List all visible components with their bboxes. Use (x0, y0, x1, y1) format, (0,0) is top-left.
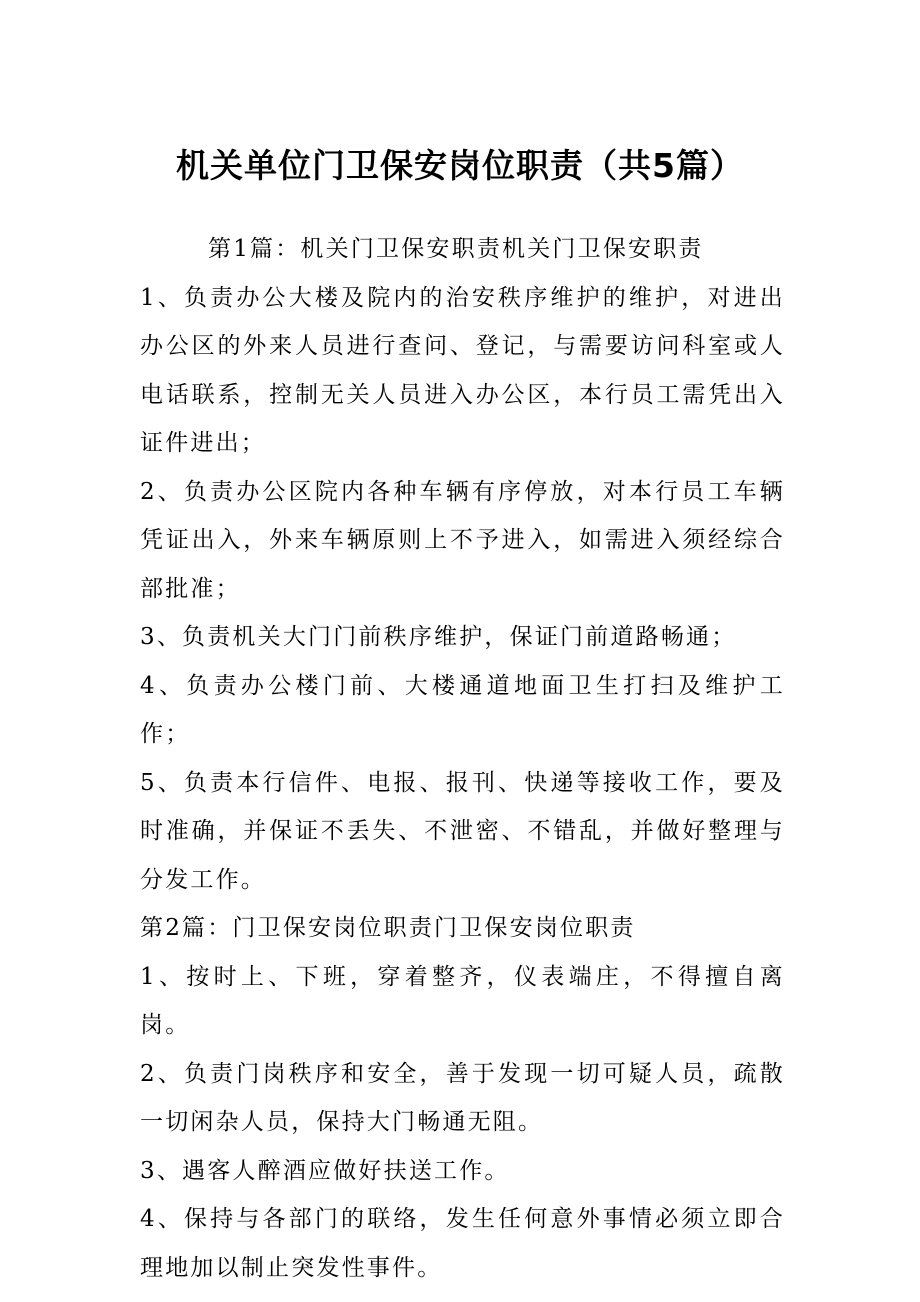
section-heading-2: 第2篇：门卫保安岗位职责门卫保安岗位职责 (140, 915, 636, 941)
paragraph: 3、负责机关大门门前秩序维护，保证门前道路畅通； (140, 624, 737, 650)
document-body (140, 225, 785, 1292)
paragraph: 1、负责办公大楼及院内的治安秩序维护的维护，对进出办公区的外来人员进行查问、登记，与需要访问科室或人电话联系，控制无关人员进入办公区，本行员工需凭出入证件进出； (140, 284, 785, 456)
section-heading-1: 第1篇：机关门卫保安职责机关门卫保安职责 (208, 236, 704, 262)
paragraph: 4、负责办公楼门前、大楼通道地面卫生打扫及维护工作； (140, 672, 785, 747)
paragraph: 1、按时上、下班，穿着整齐，仪表端庄，不得擅自离岗。 (140, 963, 785, 1038)
paragraph: 2、负责办公区院内各种车辆有序停放，对本行员工车辆凭证出入，外来车辆原则上不予进入，如需进入须经综合部批准； (140, 478, 785, 602)
paragraph: 2、负责门岗秩序和安全，善于发现一切可疑人员，疏散一切闲杂人员，保持大门畅通无阻。 (140, 1060, 785, 1135)
paragraph: 4、保持与各部门的联络，发生任何意外事情必须立即合理地加以制止突发性事件。 (140, 1206, 785, 1281)
paragraph: 3、遇客人醉酒应做好扶送工作。 (140, 1157, 510, 1184)
paragraph: 5、负责本行信件、电报、报刊、快递等接收工作，要及时准确，并保证不丢失、不泄密、不错乱，并做好整理与分发工作。 (140, 769, 785, 893)
document-title: 机关单位门卫保安岗位职责（共5篇） (176, 146, 744, 185)
